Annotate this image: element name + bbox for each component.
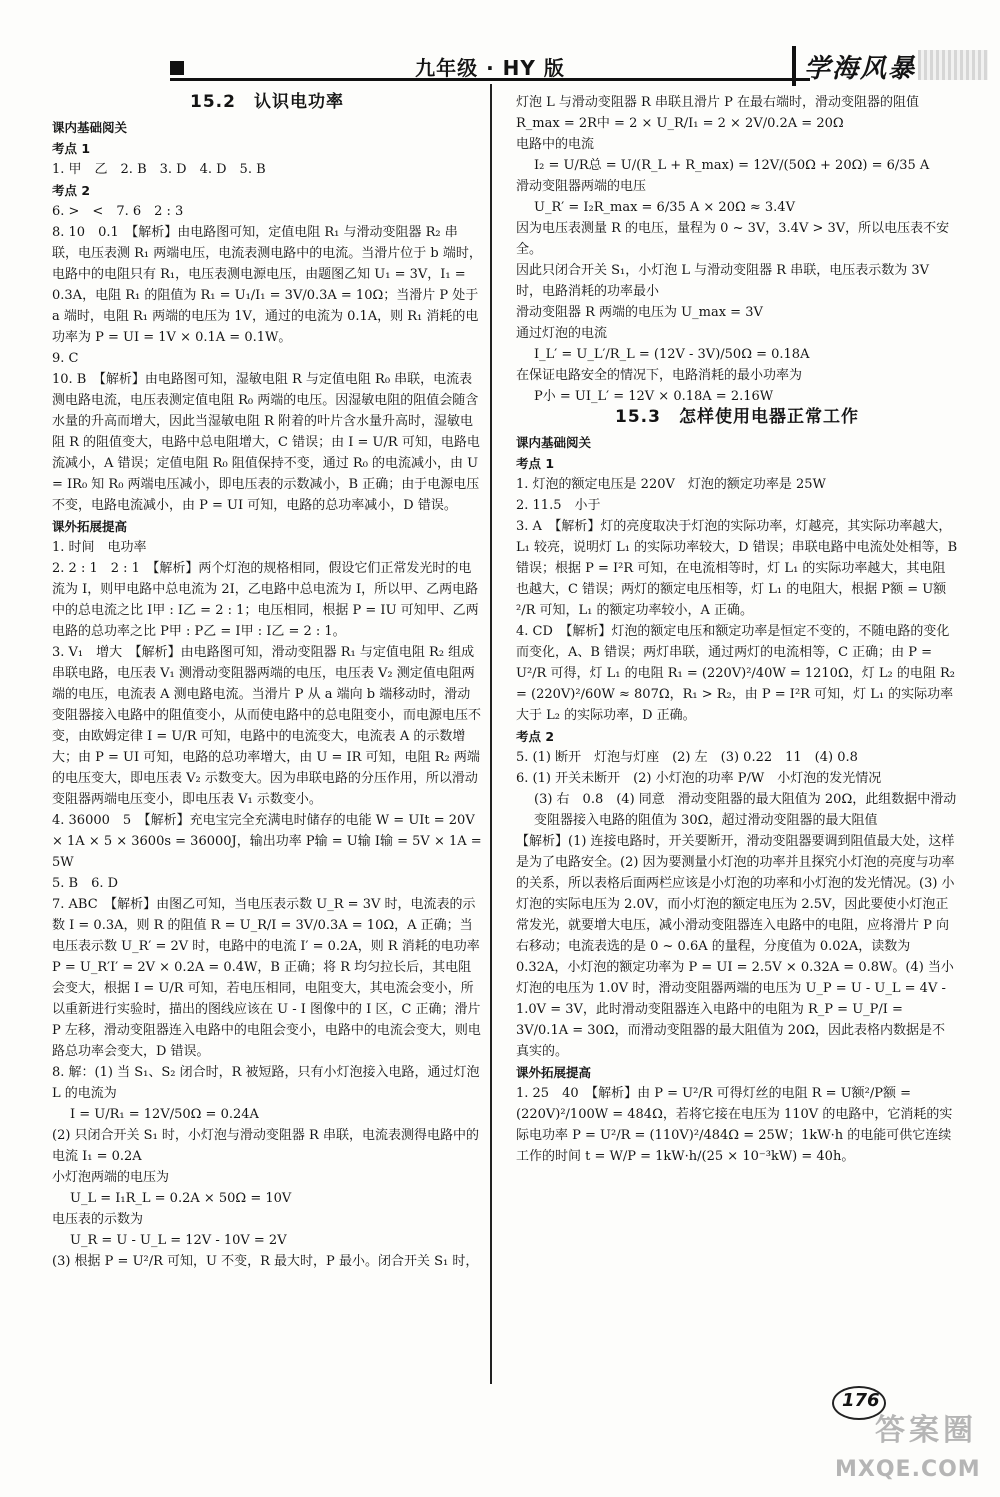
- answer-line: 6. (1) 开关未断开 (2) 小灯泡的功率 P/W 小灯泡的发光情况: [516, 771, 882, 786]
- answer-paragraph: 灯泡 L 与滑动变阻器 R 串联且滑片 P 在最右端时，滑动变阻器的阻值 R_max = 2R中 = 2 × U_R/I₁ = 2 × 2V/0.2A = 20Ω: [516, 95, 919, 131]
- answer-line: 6. > < 7. 6 2 : 3: [52, 204, 184, 219]
- subsection-title: 课外拓展提高: [52, 519, 128, 534]
- page-header: [170, 58, 810, 81]
- subsection-title: 课内基础阅关: [516, 435, 592, 450]
- answer-line: 1. 灯泡的额定电压是 220V 灯泡的额定功率是 25W: [516, 477, 826, 492]
- answer-line: 5. B 6. D: [52, 876, 119, 891]
- logo-decoration-icon: [918, 50, 988, 80]
- answer-paragraph: 3. A 【解析】灯的亮度取决于灯泡的实际功率，灯越亮，其实际功率越大，L₁ 较亮，说明灯 L₁ 的实际功率较大，D 错误；串联电路中电流处处相等，B 错误；根据 P = I²R 可知，在电流相等时，灯 L₁ 的实际功率越大，其电阻也越大，C 错误；两灯的额定电压相等，灯 L₁ 的电阻大，根据 P额 = U额²/R 可知，L₁ 的额定功率较小，A 正确。: [516, 519, 958, 618]
- answer-line: 1. 甲 乙 2. B 3. D 4. D 5. B: [52, 162, 266, 177]
- left-column: [52, 92, 482, 1272]
- answer-line: 9. C: [52, 351, 79, 366]
- answer-line: 电压表的示数为: [52, 1212, 144, 1227]
- logo-bar-icon: [792, 46, 796, 86]
- answer-line: 1. 时间 电功率: [52, 540, 147, 555]
- analysis-paragraph: 【解析】(1) 连接电路时，开关要断开，滑动变阻器要调到阻值最大处，这样是为了电路安全。(2) 因为要测量小灯泡的功率并且探究小灯泡的亮度与功率的关系，所以表格后面两栏应该是小灯泡的功率和小灯泡的发光情况。(3) 小灯泡的实际电压为 2.0V，而小灯泡的额定电压为 2.5V，因此要使小灯泡正常发光，就要增大电压，减小滑动变阻器连入电路中的电阻，应将滑片 P 向右移动；电流表选的是 0 ~ 0.6A 的量程，分度值为 0.02A，读数为 0.32A，小灯泡的额定功率为 P = UI = 2.5V × 0.32A = 0.8W。(4) 当小灯泡的电压为 1.0V 时，滑动变阻器两端的电压为 U_P = U - U_L = 4V - 1.0V = 3V，此时滑动变阻器连入电路中的电阻为 R_P = U_P/I = 3V/0.1A = 30Ω，而滑动变阻器的最大阻值为 20Ω，因此表格内数据是不真实的。: [516, 834, 955, 1059]
- answer-paragraph: 3. V₁ 增大 【解析】由电路图可知，滑动变阻器 R₁ 与定值电阻 R₂ 组成串联电路，电压表 V₁ 测滑动变阻器两端的电压，电压表 V₂ 测定值电阻两端的电压，电流表 A 测电路电流。当滑片 P 从 a 端向 b 端移动时，滑动变阻器接入电路中的阻值变小，从而使电路中的总电阻变小，而电源电压不变，由欧姆定律 I = U/R 可知，电路中的电流变大，电流表 A 的示数增大；由 P = UI 可知，电路的总功率增大，由 U = IR 可知，电阻 R₂ 两端的电压变大，即电压表 V₂ 示数变大。因为串联电路的分压作用，所以滑动变阻器两端电压变小，即电压表 V₁ 示数变小。: [52, 645, 482, 807]
- formula-line: U_R = U - U_L = 12V - 10V = 2V: [70, 1233, 287, 1248]
- formula-line: U_L = I₁R_L = 0.2A × 50Ω = 10V: [70, 1191, 292, 1206]
- answer-line: 在保证电路安全的情况下，电路消耗的最小功率为: [516, 368, 803, 383]
- watermark-text: 答案圈: [875, 1413, 977, 1448]
- answer-paragraph: (2) 只闭合开关 S₁ 时，小灯泡与滑动变阻器 R 串联，电流表测得电路中的电流 I₁ = 0.2A: [52, 1128, 479, 1164]
- logo-text: 学海风暴: [804, 54, 917, 84]
- answer-line: 电路中的电流: [516, 137, 595, 152]
- section-heading-15-3: 15.3 怎样使用电器正常工作: [615, 407, 859, 427]
- answer-paragraph: 8. 解：(1) 当 S₁、S₂ 闭合时，R 被短路，只有小灯泡接入电路，通过灯泡 L 的电流为: [52, 1065, 480, 1101]
- answer-paragraph: 因此只闭合开关 S₁，小灯泡 L 与滑动变阻器 R 串联，电压表示数为 3V 时，电路消耗的功率最小: [516, 263, 929, 299]
- formula-line: I₂ = U/R总 = U/(R_L + R_max) = 12V/(50Ω + 20Ω) = 6/35 A: [534, 158, 930, 173]
- answer-line: 小灯泡两端的电压为: [52, 1170, 170, 1185]
- answer-paragraph: 10. B 【解析】由电路图可知，湿敏电阻 R 与定值电阻 R₀ 串联，电流表测电路电流，电压表测定值电阻 R₀ 两端的电压。因湿敏电阻的阻值会随含水量的升高而增大，因此当湿敏电阻 R 附着的叶片含水量升高时，湿敏电阻 R 的阻值变大，电路中总电阻增大，C 错误；由 I = U/R 可知，电路电流减小，A 错误；定值电阻 R₀ 阻值保持不变，通过 R₀ 的电流减小，由 U = IR₀ 知 R₀ 两端电压减小，即电压表的示数减小，B 正确；由于电源电压不变，电路电流减小，由 P = UI 可知，电路的总功率减小，D 错误。: [52, 372, 480, 513]
- subsection-title: 课内基础阅关: [52, 120, 128, 135]
- watermark-url: MXQE.COM: [835, 1457, 981, 1482]
- formula-line: P小 = UI_L′ = 12V × 0.18A = 2.16W: [534, 389, 774, 404]
- kaodian-label: 考点 1: [516, 456, 555, 471]
- kaodian-label: 考点 2: [516, 729, 555, 744]
- answer-paragraph: 1. 25 40 【解析】由 P = U²/R 可得灯丝的电阻 R = U额²/P额 = (220V)²/100W = 484Ω，若将它接在电压为 110V 的电路中，它消耗的实际电功率 P = U²/R = (110V)²/484Ω = 25W；1kW·h 的电能可供它连续工作的时间 t = W/P = 1kW·h/(25 × 10⁻³kW) = 40h。: [516, 1086, 953, 1164]
- answer-paragraph: 因为电压表测量 R 的电压，量程为 0 ~ 3V，3.4V > 3V，所以电压表不安全。: [516, 221, 950, 257]
- answer-paragraph: (3) 根据 P = U²/R 可知，U 不变，R 最大时，P 最小。闭合开关 S₁ 时，: [52, 1254, 479, 1269]
- answer-line: 滑动变阻器两端的电压: [516, 179, 647, 194]
- answer-line: 5. (1) 断开 灯泡与灯座 (2) 左 (3) 0.22 11 (4) 0.8: [516, 750, 858, 765]
- answer-line: 通过灯泡的电流: [516, 326, 608, 341]
- answer-paragraph: 7. ABC 【解析】由图乙可知，当电压表示数 U_R = 3V 时，电流表的示数 I = 0.3A，则 R 的阻值 R = U_R/I = 3V/0.3A = 10Ω，A 正确；当电压表示数 U_R′ = 2V 时，电路中的电流 I′ = 0.2A，则 R 消耗的电功率 P = U_R′I′ = 2V × 0.2A = 0.4W，B 正确；将 R 均匀拉长后，其电阻会变大，根据 I = U/R 可知，若电压相同，电阻变大，其电流会变小，所以重新进行实验时，描出的图线应该在 U - I 图像中的 Ⅰ 区，C 正确；滑片 P 左移，滑动变阻器连入电路中的电阻会变小，电路中的电流会变大，则电路总功率会变大，D 错误。: [52, 897, 481, 1059]
- formula-line: I = U/R₁ = 12V/50Ω = 0.24A: [70, 1107, 259, 1122]
- answer-paragraph: 2. 2 : 1 2 : 1 【解析】两个灯泡的规格相同，假设它们正常发光时的电流为 I，则甲电路中总电流为 2I，乙电路中总电流为 I，所以甲、乙两电路中的总电流之比 I甲 : I乙 = 2 : 1；电压相同，根据 P = IU 可知甲、乙两电路的总功率之比 P甲 : P乙 = I甲 : I乙 = 2 : 1。: [52, 561, 479, 639]
- answer-line: 2. 11.5 小于: [516, 498, 601, 513]
- right-column: [516, 92, 958, 1167]
- formula-line: I_L′ = U_L′/R_L = (12V - 3V)/50Ω = 0.18A: [534, 347, 810, 362]
- page-number: 176: [842, 1390, 880, 1411]
- header-title: 九年级 · HY 版: [415, 56, 565, 80]
- section-heading-15-2: 15.2 认识电功率: [190, 92, 344, 112]
- kaodian-label: 考点 2: [52, 183, 91, 198]
- answer-paragraph: 4. 36000 5 【解析】充电宝完全充满电时储存的电能 W = UIt = 20V × 1A × 5 × 3600s = 36000J，输出功率 P输 = U输 I输 = 5V × 1A = 5W: [52, 813, 482, 870]
- answer-line: 滑动变阻器 R 两端的电压为 U_max = 3V: [516, 305, 763, 320]
- brand-logo: [792, 44, 992, 88]
- answer-paragraph: (3) 右 0.8 (4) 同意 滑动变阻器的最大阻值为 20Ω，此组数据中滑动变阻器接入电路的阻值为 30Ω，超过滑动变阻器的最大阻值: [534, 792, 957, 828]
- kaodian-label: 考点 1: [52, 141, 91, 156]
- watermark: [835, 1395, 1000, 1495]
- formula-line: U_R′ = I₂R_max = 6/35 A × 20Ω ≈ 3.4V: [534, 200, 795, 215]
- column-divider: [490, 84, 492, 1384]
- subsection-title: 课外拓展提高: [516, 1065, 592, 1080]
- answer-paragraph: 4. CD 【解析】灯泡的额定电压和额定功率是恒定不变的，不随电路的变化而变化，A、B 错误；两灯串联，通过两灯的电流相等，C 正确；由 P = U²/R 可得，灯 L₁ 的电阻 R₁ = (220V)²/40W = 1210Ω，灯 L₂ 的电阻 R₂ = (220V)²/60W ≈ 807Ω，R₁ > R₂，由 P = I²R 可知，灯 L₁ 的实际功率大于 L₂ 的实际功率，D 正确。: [516, 624, 955, 723]
- answer-paragraph: 8. 10 0.1 【解析】由电路图可知，定值电阻 R₁ 与滑动变阻器 R₂ 串联，电压表测 R₁ 两端电压，电流表测电路中的电流。当滑片位于 b 端时，电路中的电阻只有 R₁，电压表测电源电压，由题图乙知 U₁ = 3V，I₁ = 0.3A，电阻 R₁ 的阻值为 R₁ = U₁/I₁ = 3V/0.3A = 10Ω；当滑片 P 处于 a 端时，电阻 R₁ 两端的电压为 1V，通过的电流为 0.1A，则 R₁ 消耗的电功率为 P = UI = 1V × 0.1A = 0.1W。: [52, 225, 482, 345]
